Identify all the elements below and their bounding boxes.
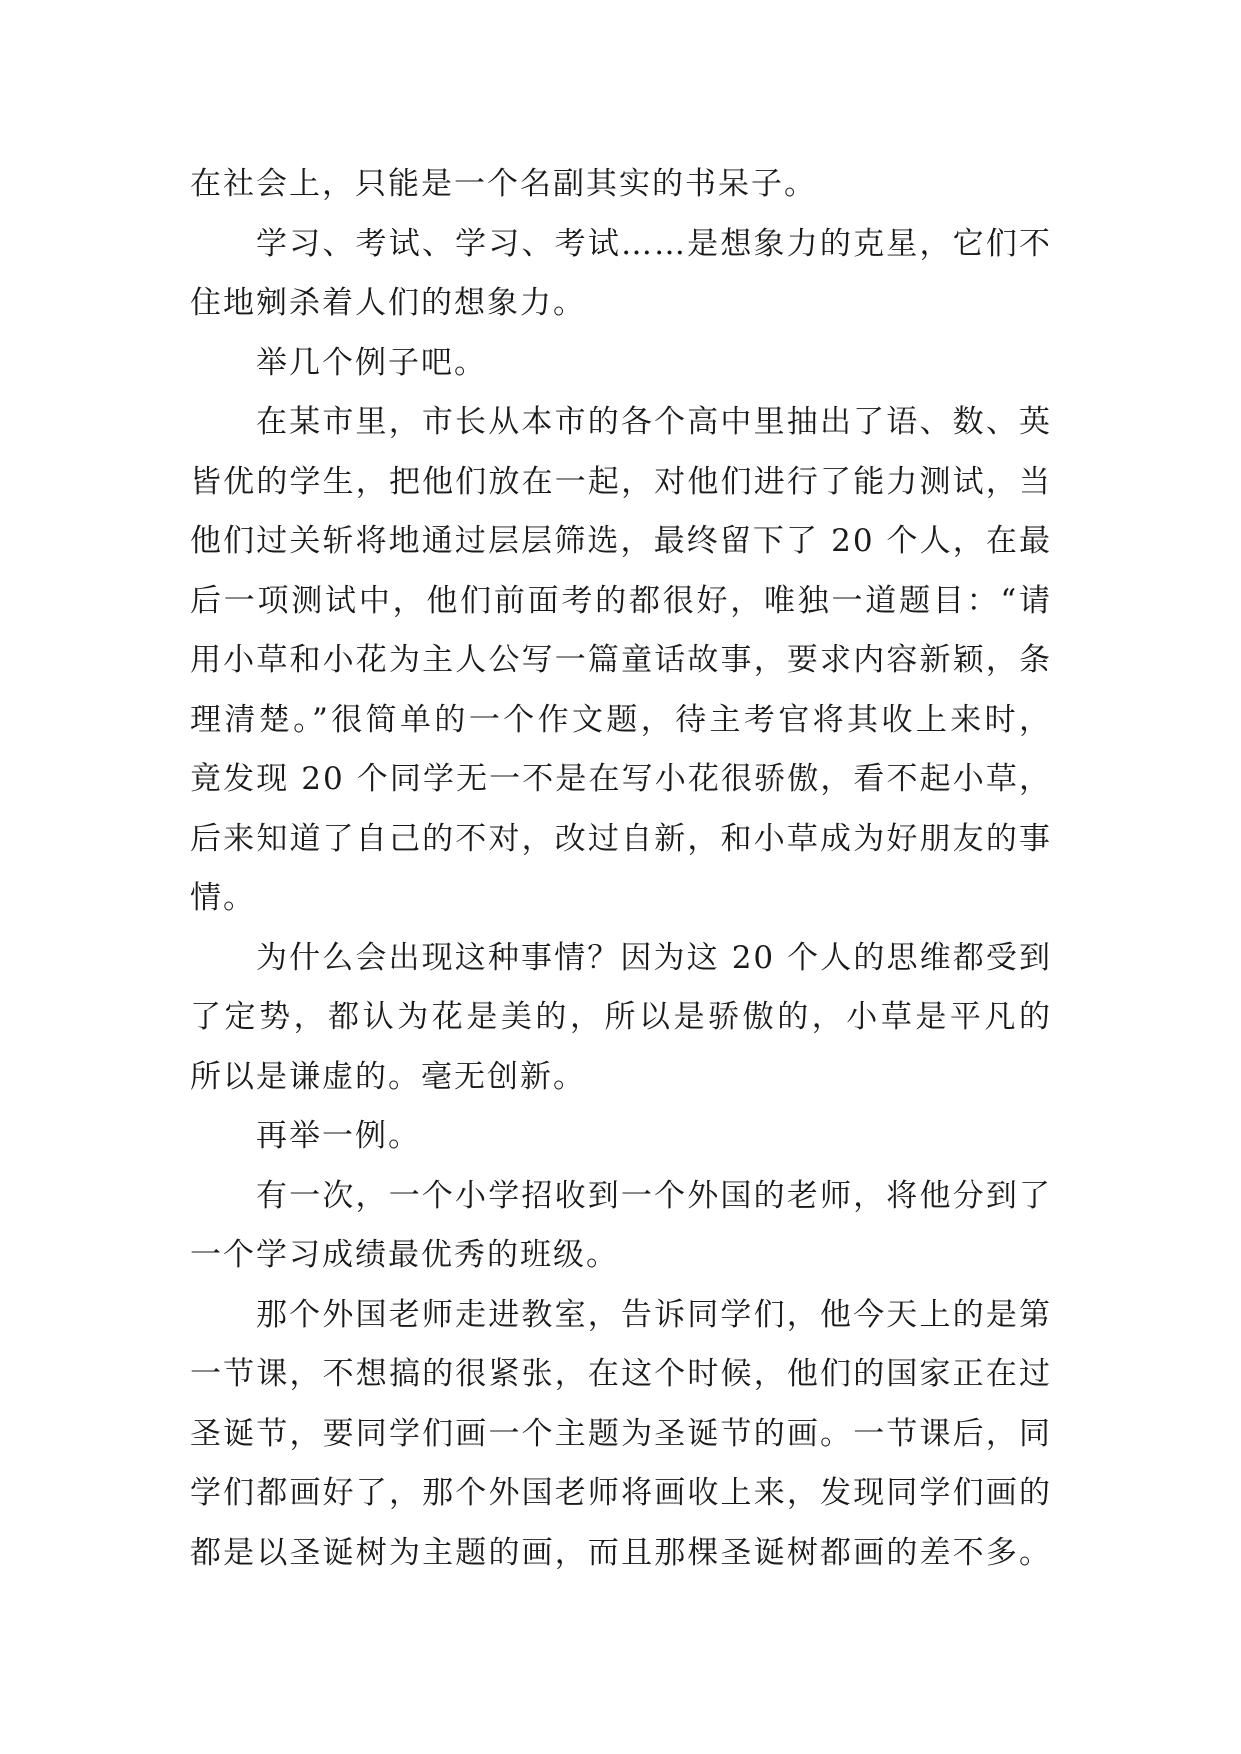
paragraph [190, 1167, 1052, 1286]
text-line: 在社会上，只能是一个名副其实的书呆子。 [190, 166, 817, 202]
paragraph [190, 1286, 1052, 1584]
text-line: 理清楚。”很简单的一个作文题，待主考官将其收上来时， [190, 701, 1052, 738]
text-line: 皆优的学生，把他们放在一起，对他们进行了能力测试，当 [190, 463, 1052, 500]
text-line: 圣诞节，要同学们画一个主题为圣诞节的画。一节课后，同 [190, 1415, 1052, 1452]
text-line: 后来知道了自己的不对，改过自新，和小草成为好朋友的事 [190, 820, 1052, 857]
text-line: 都是以圣诞树为主题的画，而且那棵圣诞树都画的差不多。 [190, 1534, 1052, 1571]
text-line: 他们过关斩将地通过层层筛选，最终留下了 20 个人，在最 [190, 523, 1052, 559]
text-line: 举几个例子吧。 [256, 344, 487, 381]
text-line: 一节课，不想搞的很紧张，在这个时候，他们的国家正在过 [190, 1356, 1052, 1392]
text-line: 后一项测试中，他们前面考的都很好，唯独一道题目：“请 [190, 582, 1052, 619]
text-line: 竟发现 20 个同学无一不是在写小花很骄傲，看不起小草， [190, 761, 1052, 797]
paragraph [190, 155, 1052, 215]
text-line: 了定势，都认为花是美的，所以是骄傲的，小草是平凡的 [190, 999, 1052, 1035]
paragraph [190, 929, 1052, 1108]
text-line: 所以是谦虚的。毫无创新。 [190, 1058, 586, 1095]
paragraph [190, 215, 1052, 334]
text-line: 有一次，一个小学招收到一个外国的老师，将他分到了 [256, 1177, 1052, 1214]
text-line: 那个外国老师走进教室，告诉同学们，他今天上的是第 [256, 1296, 1052, 1333]
text-line: 用小草和小花为主人公写一篇童话故事，要求内容新颖，条 [190, 642, 1052, 678]
paragraph [190, 1107, 1052, 1167]
text-line: 再举一例。 [256, 1118, 421, 1154]
text-line: 学习、考试、学习、考试……是想象力的克星，它们不 [256, 225, 1052, 262]
text-line: 在某市里，市长从本市的各个高中里抽出了语、数、英 [256, 404, 1052, 440]
text-line: 一个学习成绩最优秀的班级。 [190, 1237, 619, 1273]
text-line: 情。 [190, 880, 256, 916]
text-line: 为什么会出现这种事情？因为这 20 个人的思维都受到 [256, 939, 1052, 976]
paragraph [190, 393, 1052, 929]
paragraph [190, 334, 1052, 394]
document-body [190, 155, 1052, 1583]
text-line: 学们都画好了，那个外国老师将画收上来，发现同学们画的 [190, 1475, 1052, 1511]
text-line: 住地剜杀着人们的想象力。 [190, 285, 586, 321]
